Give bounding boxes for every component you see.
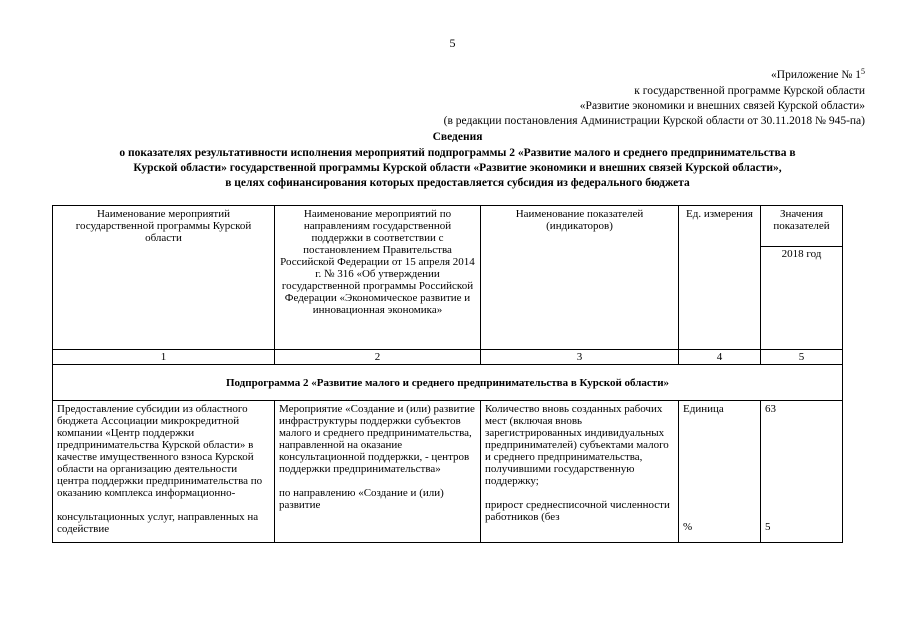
document-title-line-3: в целях софинансирования которых предоставляется субсидия из федерального бюджета: [225, 177, 690, 189]
cell-unit: Единица: [683, 403, 724, 415]
document-title-line-2: Курской области» государственной программы Курской области «Развитие экономики и внешних связей Курской области»,: [133, 162, 782, 174]
column-number-3: 3: [481, 350, 679, 365]
column-number-row: [53, 350, 843, 365]
cell-measure: Предоставление субсидии из областного бюджета Ассоциации микрокредитной компании «Центр поддержки предпринимательства Курской области» в качестве имущественного взноса Курской области на организацию деятельности центра поддержки предпринимательства по оказанию комплекса информационно-: [57, 403, 263, 499]
appendix-program-line: к государственной программе Курской области: [634, 85, 865, 97]
column-number-4: 4: [679, 350, 761, 365]
cell-federal-measure-continued: по направлению «Создание и (или) развитие: [279, 487, 444, 511]
table-row: [53, 401, 843, 543]
indicators-table: [52, 205, 843, 543]
appendix-superscript: 5: [861, 67, 865, 76]
cell-unit-second: %: [683, 521, 693, 533]
cell-value: 63: [765, 403, 776, 415]
table-cell: [679, 401, 761, 543]
header-col-1: Наименование мероприятий государственной программы Курской области: [53, 206, 275, 350]
appendix-amendment-note: (в редакции постановления Администрации Курской области от 30.11.2018 № 945-па): [443, 115, 865, 127]
subprogram-title: Подпрограмма 2 «Развитие малого и среднего предпринимательства в Курской области»: [53, 365, 843, 401]
header-col-3: Наименование показателей (индикаторов): [481, 206, 679, 350]
cell-spacer: [57, 499, 270, 511]
appendix-program-name: «Развитие экономики и внешних связей Курской области»: [579, 100, 865, 112]
cell-spacer: [279, 475, 476, 487]
column-number-5: 5: [761, 350, 843, 365]
cell-value-second: 5: [765, 521, 771, 533]
header-col-5-year: 2018 год: [761, 246, 842, 260]
subprogram-row: [53, 365, 843, 401]
table-cell: [275, 401, 481, 543]
cell-indicator-continued: прирост среднесписочной численности работников (без: [485, 499, 670, 523]
header-col-5-label: Значения показателей: [773, 208, 830, 232]
page-number: 5: [449, 36, 456, 50]
column-number-2: 2: [275, 350, 481, 365]
cell-spacer: [765, 415, 838, 521]
table-header-row: [53, 206, 843, 350]
table-cell: [761, 401, 843, 543]
document-title-line-1: о показателях результативности исполнения мероприятий подпрограммы 2 «Развитие малого и среднего предпринимательства в: [119, 147, 796, 159]
cell-measure-continued: консультационных услуг, направленных на содействие: [57, 511, 259, 535]
column-number-1: 1: [53, 350, 275, 365]
header-col-2: Наименование мероприятий по направлениям государственной поддержки в соответствии с постановлением Правительства Российской Федерации от 15 апреля 2014 г. № 316 «Об утверждении государственной программы Российской Федерации «Экономическое развитие и инновационная экономика»: [275, 206, 481, 350]
appendix-line: [771, 68, 865, 82]
cell-federal-measure: Мероприятие «Создание и (или) развитие инфраструктуры поддержки субъектов малого и среднего предпринимательства, направленной на оказание консультационной поддержки, - центров поддержки предпринимательства»: [279, 403, 475, 475]
cell-spacer: [485, 487, 674, 499]
cell-indicator: Количество вновь созданных рабочих мест (включая вновь зарегистрированных индивидуальных предпринимателей) субъектами малого и среднего предпринимательства, получившими государственную поддержку;: [485, 403, 669, 487]
appendix-label: «Приложение № 1: [771, 69, 861, 81]
header-col-4: Ед. измерения: [679, 206, 761, 350]
table-cell: [481, 401, 679, 543]
document-heading: Сведения: [432, 131, 483, 143]
cell-spacer: [683, 415, 756, 521]
header-col-5: [761, 206, 843, 350]
table-cell: [53, 401, 275, 543]
